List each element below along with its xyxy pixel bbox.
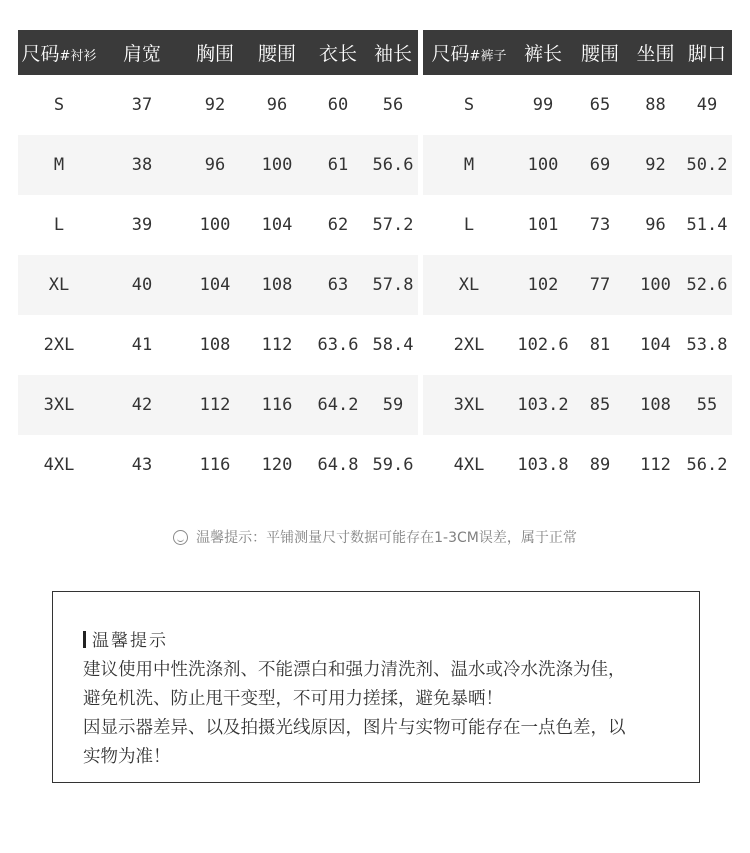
measurement-cell: 100 (640, 275, 671, 295)
measurement-cell: 100 (199, 215, 231, 235)
header-cell: 尺码#裤子 (431, 43, 507, 65)
shirt-size-table (18, 30, 418, 495)
shirt-table-body (18, 75, 418, 495)
measurement-cell: 56.6 (372, 155, 414, 175)
measurement-cell: 59 (382, 395, 404, 415)
measurement-cell: 58.4 (372, 335, 414, 355)
measurement-cell: 96 (645, 215, 666, 235)
measurement-cell: 108 (261, 275, 293, 295)
measurement-cell: 92 (204, 95, 226, 115)
table-row (423, 375, 732, 435)
measurement-cell: 51.4 (686, 215, 728, 235)
measurement-cell: 60 (327, 95, 349, 115)
measurement-cell: 92 (645, 155, 666, 175)
header-cell: 尺码#衬衫 (21, 43, 97, 65)
header-cell: 袖长 (373, 43, 412, 65)
measurement-cell: 37 (131, 95, 153, 115)
size-cell: 3XL (43, 395, 75, 415)
measurement-cell: 56 (382, 95, 404, 115)
notice-line: 避免机洗、防止甩干变型，不可用力搓揉，避免暴晒！ (83, 689, 503, 709)
notice-body (83, 656, 693, 772)
measurement-cell: 102 (527, 275, 559, 295)
measurement-cell: 108 (640, 395, 671, 415)
care-notice-box (52, 591, 700, 783)
measurement-cell: 77 (589, 275, 611, 295)
size-cell: 4XL (43, 455, 75, 475)
size-cell: XL (458, 275, 480, 295)
table-row (18, 75, 418, 135)
smile-icon (173, 530, 188, 545)
measurement-cell: 116 (261, 395, 293, 415)
measurement-cell: 64.2 (317, 395, 359, 415)
size-cell: M (53, 155, 65, 175)
measurement-cell: 108 (199, 335, 231, 355)
notice-line: 建议使用中性洗涤剂、不能漂白和强力清洗剂、温水或冷水洗涤为佳， (83, 660, 626, 680)
table-row (18, 435, 418, 495)
table-row (423, 135, 732, 195)
pants-table-body (423, 75, 732, 495)
header-cell: 脚口 (687, 43, 726, 65)
measurement-cell: 104 (199, 275, 231, 295)
measurement-cell: 40 (131, 275, 153, 295)
header-cell: 胸围 (195, 43, 234, 65)
measurement-cell: 73 (589, 215, 611, 235)
measurement-cell: 63 (327, 275, 349, 295)
measurement-cell: 69 (589, 155, 611, 175)
measurement-cell: 53.8 (686, 335, 728, 355)
measurement-cell: 112 (640, 455, 671, 475)
measurement-cell: 57.2 (372, 215, 414, 235)
measurement-cell: 50.2 (686, 155, 728, 175)
size-cell: L (53, 215, 65, 235)
table-row (18, 375, 418, 435)
measurement-cell: 103.2 (517, 395, 569, 415)
measurement-cell: 96 (204, 155, 226, 175)
header-cell: 衣长 (318, 43, 357, 65)
size-cell: 3XL (453, 395, 485, 415)
measurement-cell: 102.6 (517, 335, 569, 355)
table-row (18, 195, 418, 255)
size-cell: S (463, 95, 475, 115)
measurement-cell: 112 (199, 395, 231, 415)
measurement-cell: 56.2 (686, 455, 728, 475)
measurement-cell: 39 (131, 215, 153, 235)
shirt-table-header (18, 30, 418, 75)
measurement-cell: 112 (261, 335, 293, 355)
measurement-cell: 99 (532, 95, 554, 115)
measurement-cell: 89 (589, 455, 611, 475)
measurement-cell: 43 (131, 455, 153, 475)
measurement-cell: 59.6 (372, 455, 414, 475)
header-cell: 腰围 (580, 43, 619, 65)
measurement-cell: 120 (261, 455, 293, 475)
size-cell: L (463, 215, 475, 235)
header-cell: 裤长 (523, 43, 562, 65)
measurement-cell: 64.8 (317, 455, 359, 475)
size-cell: 2XL (43, 335, 75, 355)
measurement-cell: 116 (199, 455, 231, 475)
measurement-cell: 49 (696, 95, 718, 115)
table-row (423, 435, 732, 495)
pants-size-table (423, 30, 732, 495)
size-cell: M (463, 155, 475, 175)
pants-table-header (423, 30, 732, 75)
table-row (18, 315, 418, 375)
table-row (423, 315, 732, 375)
measurement-cell: 38 (131, 155, 153, 175)
size-cell: 4XL (453, 455, 485, 475)
table-row (423, 195, 732, 255)
table-row (423, 75, 732, 135)
size-cell: S (53, 95, 65, 115)
measurement-cell: 88 (645, 95, 666, 115)
measurement-cell: 100 (527, 155, 559, 175)
title-bar-icon (83, 631, 86, 648)
measurement-cell: 55 (696, 395, 718, 415)
measurement-cell: 85 (589, 395, 611, 415)
measurement-cell: 42 (131, 395, 153, 415)
measurement-cell: 104 (261, 215, 293, 235)
measurement-hint (0, 527, 750, 547)
measurement-cell: 65 (589, 95, 611, 115)
notice-title: 温馨提示 (83, 626, 168, 651)
measurement-cell: 62 (327, 215, 349, 235)
measurement-cell: 61 (327, 155, 349, 175)
table-row (18, 255, 418, 315)
size-cell: XL (48, 275, 70, 295)
header-cell: 肩宽 (122, 43, 161, 65)
measurement-cell: 103.8 (517, 455, 569, 475)
measurement-cell: 104 (640, 335, 671, 355)
measurement-cell: 41 (131, 335, 153, 355)
notice-line: 实物为准！ (83, 747, 171, 767)
measurement-cell: 63.6 (317, 335, 359, 355)
measurement-cell: 101 (527, 215, 559, 235)
header-cell: 坐围 (636, 43, 675, 65)
table-row (423, 255, 732, 315)
notice-line: 因显示器差异、以及拍摄光线原因，图片与实物可能存在一点色差，以 (83, 718, 626, 738)
measurement-cell: 100 (261, 155, 293, 175)
table-row (18, 135, 418, 195)
size-cell: 2XL (453, 335, 485, 355)
header-cell: 腰围 (257, 43, 296, 65)
measurement-cell: 52.6 (686, 275, 728, 295)
hint-text: 温馨提示：平铺测量尺寸数据可能存在1-3CM误差，属于正常 (196, 530, 577, 546)
measurement-cell: 57.8 (372, 275, 414, 295)
measurement-cell: 96 (266, 95, 288, 115)
measurement-cell: 81 (589, 335, 611, 355)
